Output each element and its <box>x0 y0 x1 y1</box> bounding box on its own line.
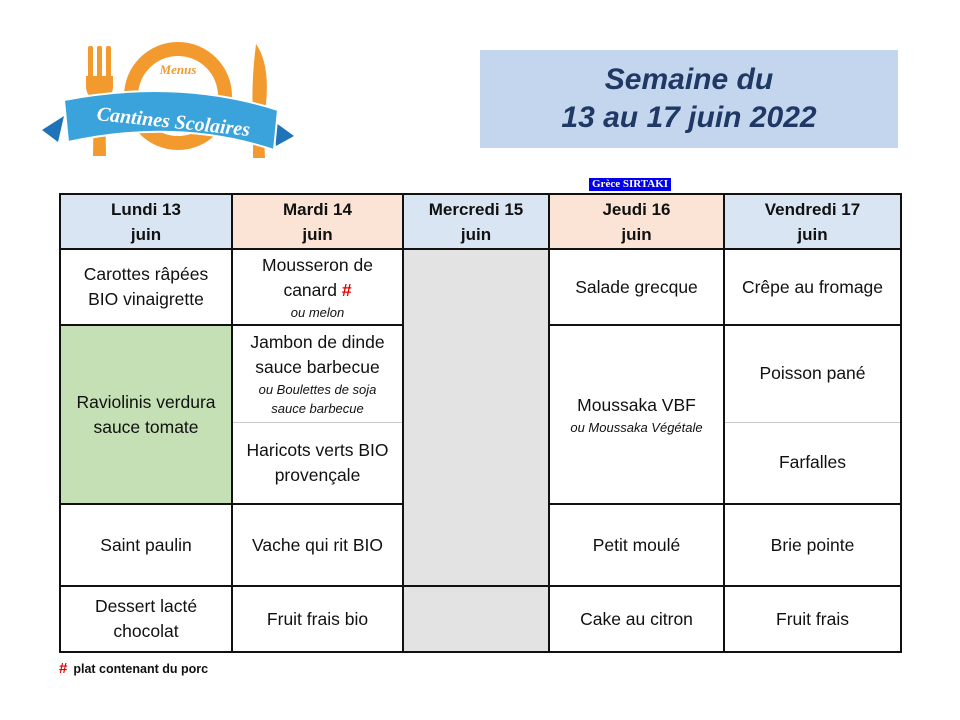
tuesday-cheese: Vache qui rit BIO <box>232 504 403 586</box>
thursday-dessert: Cake au citron <box>549 586 724 652</box>
wednesday-empty <box>403 249 549 586</box>
legend-text: plat contenant du porc <box>73 662 209 676</box>
friday-main: Poisson pané <box>724 325 901 422</box>
tuesday-side: Haricots verts BIO provençale <box>232 422 403 504</box>
day-header-thursday: Jeudi 16 juin <box>549 194 724 249</box>
theme-tag: Grèce SIRTAKI <box>589 178 671 191</box>
legend <box>59 660 208 677</box>
week-title-line1: Semaine du <box>604 63 774 96</box>
monday-dessert: Dessert lacté chocolat <box>60 586 232 652</box>
logo-banner-text: Cantines Scolaires <box>95 103 252 142</box>
tuesday-dessert: Fruit frais bio <box>232 586 403 652</box>
pork-marker: # <box>341 279 352 300</box>
friday-starter: Crêpe au fromage <box>724 249 901 325</box>
tuesday-starter: Mousseron de canard # ou melon <box>232 249 403 325</box>
week-title-line2: 13 au 17 juin 2022 <box>561 101 817 134</box>
friday-cheese: Brie pointe <box>724 504 901 586</box>
monday-cheese: Saint paulin <box>60 504 232 586</box>
week-header <box>480 50 898 148</box>
tuesday-main: Jambon de dinde sauce barbecue ou Boulettes de soja sauce barbecue <box>232 325 403 422</box>
friday-side: Farfalles <box>724 422 901 504</box>
menu-table <box>59 193 902 653</box>
thursday-cheese: Petit moulé <box>549 504 724 586</box>
day-header-wednesday: Mercredi 15 juin <box>403 194 549 249</box>
day-header-tuesday: Mardi 14 juin <box>232 194 403 249</box>
thursday-main: Moussaka VBF ou Moussaka Végétale <box>549 325 724 504</box>
day-header-monday: Lundi 13 juin <box>60 194 232 249</box>
monday-main: Raviolinis verdura sauce tomate <box>60 325 232 504</box>
monday-starter: Carottes râpées BIO vinaigrette <box>60 249 232 325</box>
thursday-starter: Salade grecque <box>549 249 724 325</box>
cantines-scolaires-logo <box>38 38 298 168</box>
wednesday-empty-dessert <box>403 586 549 652</box>
day-header-friday: Vendredi 17 juin <box>724 194 901 249</box>
legend-marker: # <box>59 660 68 677</box>
friday-dessert: Fruit frais <box>724 586 901 652</box>
logo-top-text: Menus <box>159 62 197 77</box>
